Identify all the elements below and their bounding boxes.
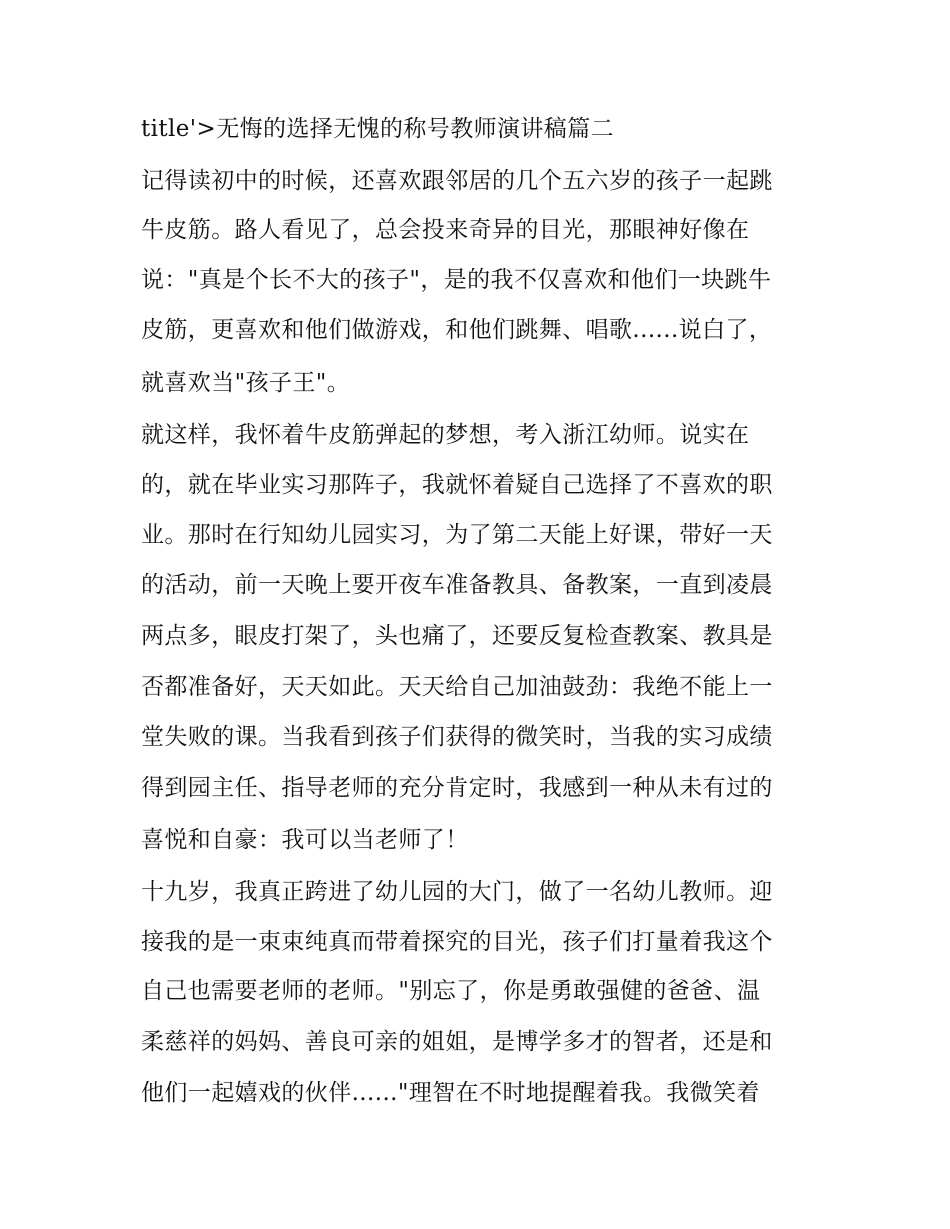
text-line: 就喜欢当"孩子王"。 [141,370,351,396]
text-line: 堂失败的课。当我看到孩子们获得的微笑时，当我的实习成绩 [141,724,773,750]
text-line: 就这样，我怀着牛皮筋弹起的梦想，考入浙江幼师。说实在 [141,422,750,448]
text-line: 柔慈祥的妈妈、善良可亲的姐姐，是博学多才的智者，还是和 [141,1029,773,1055]
text-line: 否都准备好，天天如此。天天给自己加油鼓劲：我绝不能上一 [141,674,773,700]
text-line: 记得读初中的时候，还喜欢跟邻居的几个五六岁的孩子一起跳 [141,168,773,194]
text-line: 两点多，眼皮打架了，头也痛了，还要反复检查教案、教具是 [141,623,773,649]
text-line: 喜悦和自豪：我可以当老师了！ [141,827,469,853]
document-title: title'>无悔的选择无愧的称号教师演讲稿篇二 [141,116,615,142]
text-line: 业。那时在行知幼儿园实习，为了第二天能上好课，带好一天 [141,522,773,548]
text-line: 的，就在毕业实习那阵子，我就怀着疑自己选择了不喜欢的职 [141,472,773,498]
text-line: 他们一起嬉戏的伙伴......"理智在不时地提醒着我。我微笑着 [141,1080,760,1106]
text-line: 十九岁，我真正跨进了幼儿园的大门，做了一名幼儿教师。迎 [141,879,773,905]
text-line: 接我的是一束束纯真而带着探究的目光，孩子们打量着我这个 [141,929,773,955]
text-line: 皮筋，更喜欢和他们做游戏，和他们跳舞、唱歌......说白了， [141,317,773,343]
text-line: 自己也需要老师的老师。"别忘了，你是勇敢强健的爸爸、温 [141,978,761,1004]
text-line: 得到园主任、指导老师的充分肯定时，我感到一种从未有过的 [141,775,773,801]
text-line: 说："真是个长不大的孩子"，是的我不仅喜欢和他们一块跳牛 [141,267,772,293]
text-line: 牛皮筋。路人看见了，总会投来奇异的目光，那眼神好像在 [141,217,750,243]
text-line: 的活动，前一天晚上要开夜车准备教具、备教案，一直到凌晨 [141,572,773,598]
